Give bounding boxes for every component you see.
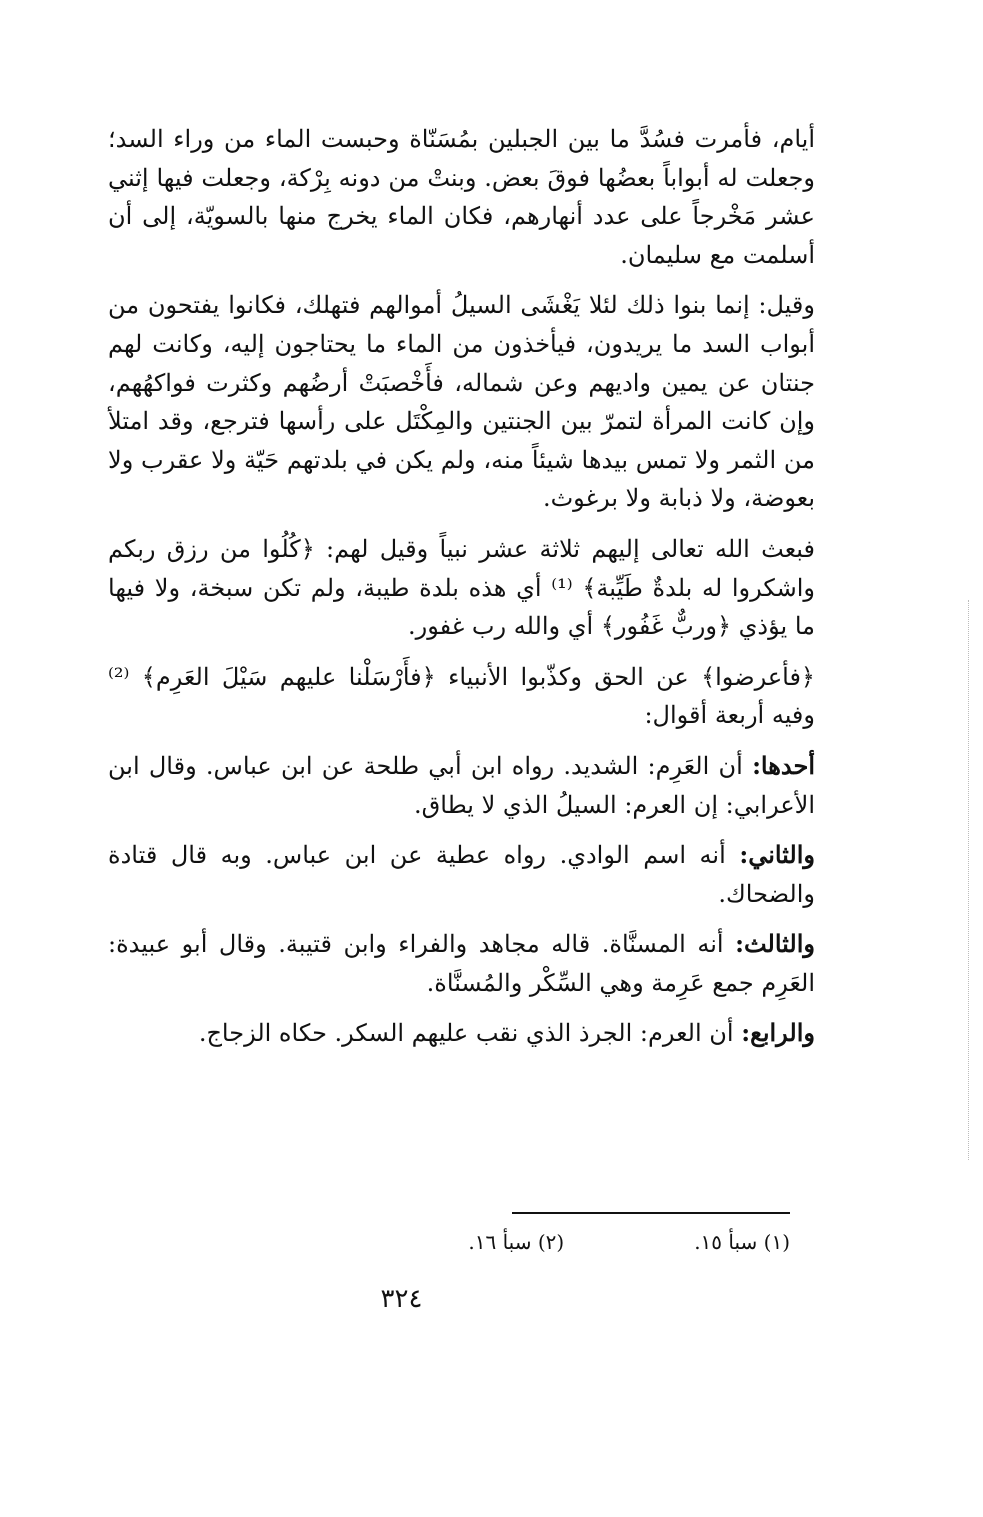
footnote-1: (١) سبأ ١٥. xyxy=(694,1230,790,1254)
paragraph-6 xyxy=(108,836,815,913)
paragraph-lead: أحدها: xyxy=(752,750,815,780)
paragraph-text: ﴿فأعرضوا﴾ عن الحق وكذّبوا الأنبياء ﴿فأَرْسَلْنا عليهم سَيْلَ العَرِم﴾ ⁽²⁾ وفيه أربعة أقوال: xyxy=(108,662,815,730)
paragraph-5 xyxy=(108,747,815,824)
paragraph-lead: والثالث: xyxy=(735,929,815,959)
paragraph-text: وقيل: إنما بنوا ذلك لئلا يَغْشَى السيلُ أموالهم فتهلك، فكانوا يفتحون من أبواب السد ما يريدون، فيأخذون من الماء ما يحتاجون إليه، وكانت لهم جنتان عن يمين واديهم وعن شماله، فأَخْصبَتْ أرضُهم وكثرت فواكهُهم، وإن كانت المرأة لتمرّ بين الجنتين والمِكْتَل على رأسها فترجع، وقد امتلأ من الثمر ولا تمس بيدها شيئاً منه، ولم يكن في بلدتهم حَيّة ولا عقرب ولا بعوضة، ولا ذبابة ولا برغوث. xyxy=(108,291,816,513)
paragraph-text: أن العَرِم: الشديد. رواه ابن أبي طلحة عن ابن عباس. وقال ابن الأعرابي: إن العرم: السيلُ الذي لا يطاق. xyxy=(108,751,815,819)
paragraph-4 xyxy=(108,658,815,735)
paragraph-2 xyxy=(108,286,815,518)
paragraph-text: أن العرم: الجرذ الذي نقب عليهم السكر. حكاه الزجاج. xyxy=(198,1019,742,1048)
main-text xyxy=(108,120,815,1065)
footnote-divider xyxy=(512,1212,790,1214)
paragraph-text: أيام، فأمرت فسُدَّ ما بين الجبلين بمُسَنّاة وحبست الماء من وراء السد؛ وجعلت له أبواباً بعضُها فوقَ بعض. وبنتْ من دونه بِرْكة، وجعلت فيها إثني عشر مَخْرجاً على عدد أنهارهم، فكان الماء يخرج منها بالسويّة، إلى أن أسلمت مع سليمان. xyxy=(108,125,815,269)
paragraph-text: أنه المسنَّاة. قاله مجاهد والفراء وابن قتيبة. وقال أبو عبيدة: العَرِم جمع عَرِمة وهي السِّكْر والمُسنَّاة. xyxy=(108,930,815,997)
paragraph-text: فبعث الله تعالى إليهم ثلاثة عشر نبياً وقيل لهم: ﴿كُلُوا من رزق ربكم واشكروا له بلدةٌ طَيِّبة﴾ ⁽¹⁾ أي هذه بلدة طيبة، ولم تكن سبخة، ولا فيها ما يؤذي ﴿وربٌّ غَفُور﴾ أي والله رب غفور. xyxy=(108,534,815,641)
paragraph-1 xyxy=(108,120,815,274)
paragraph-lead: والرابع: xyxy=(741,1018,815,1048)
footnotes xyxy=(300,1226,790,1258)
footnote-2: (٢) سبأ ١٦. xyxy=(468,1230,565,1254)
paragraph-7 xyxy=(108,925,815,1002)
scan-margin-mark xyxy=(968,600,969,1160)
paragraph-8 xyxy=(108,1014,815,1053)
page-number: ٣٢٤ xyxy=(380,1284,423,1314)
paragraph-3 xyxy=(108,530,815,646)
paragraph-text: أنه اسم الوادي. رواه عطية عن ابن عباس. وبه قال قتادة والضحاك. xyxy=(108,841,815,908)
paragraph-lead: والثاني: xyxy=(739,840,815,870)
